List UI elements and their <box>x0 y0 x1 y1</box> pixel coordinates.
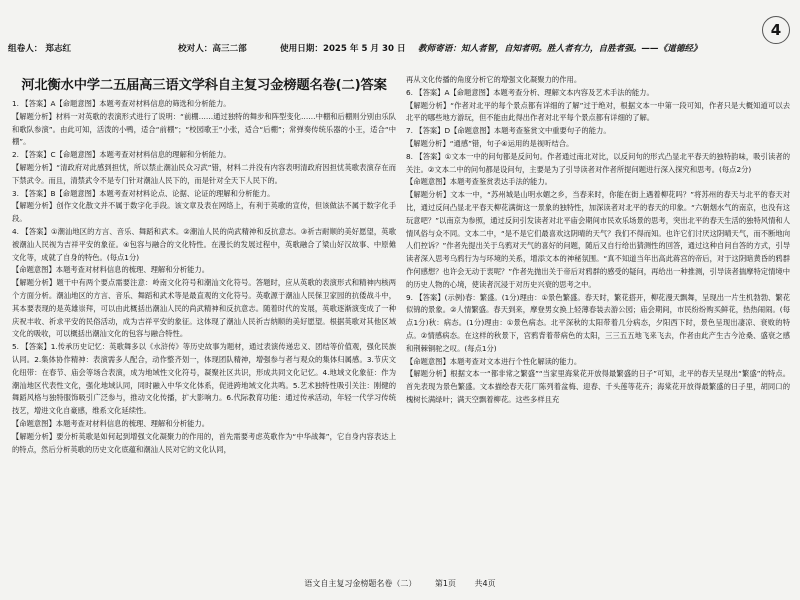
answer-paragraph: 再从文化传播的角度分析它的增强文化凝聚力的作用。 <box>406 75 582 84</box>
answer-paragraph: 3. 【答案】B【命题意图】本题考查对材料论点、论据、论证的理解和分析能力。 <box>12 188 275 198</box>
page-title: 河北衡水中学二五届高三语文学科自主复习金榜题名卷(二)答案 <box>21 78 387 93</box>
answer-paragraph: 【解题分析】要分析英歌是如何起到增强文化凝聚力的作用的，首先需要考虑英歌作为“中华战舞”，它自身内容表达上的特点，然后分析英歌的历史文化底蕴和潮汕人民对它的文化认同， <box>12 431 396 454</box>
footer-page: 第1页 <box>434 579 456 588</box>
answer-paragraph: 7. 【答案】D【命题意图】本题考查鉴赏文中重要句子的能力。 <box>406 126 611 136</box>
answer-paragraph: 【解题分析】文本一中，“苏州城是山明水媚之乡，当春来时，你能在街上遇着柳花吗？”将苏州的春天与北平的春天对比，通过反问凸显北平春天柳花满街这一景象的独特性，加深读者对北平的春天的印象。“六朝烟水气的南京，也没有这玩意吧？”以南京为参照，通过反问引发读者对北平庙会期间市民欢乐场景的思考，突出北平的春天生活的独特风情和人情风俗与众不同。文本二中，“是不是它们最喜欢这阴晴的天气？我们不得而知。也许它们讨厌这阴晴天气，而不断地向人们控诉？”作者先提出关于乌鸦对天气的喜好的问题，随后又自行给出猜测性的回答，通过这种自问自答的方式，引导读者深入思考乌鸦行为与环境的关系，增添文本的神秘氛围。“真不知道当年出高此蒋宫的帝后，对于这阴暗黄昏的鸦群作何感想？也许会无动于衷呢？”作者先抛出关于帝后对鸦群的感受的疑问，再给出一种推测，引导读者揣摩特定情境中的历史人物的心境，使读者沉浸于对历史兴衰的思考之中。 <box>406 190 790 289</box>
answer-paragraph: 【解题分析】材料一对英歌的表演形式进行了说明：“前棚……通过独特的舞步和阵型变化……中棚和后棚则分别由乐队和歌队参演”。由此可知，活泼的小鸭，适合“前棚”；“校园歌王”小张，适合“后棚”；常弹奏传统乐器的小王，适合“中棚”。 <box>12 111 396 147</box>
answer-paragraph: 【解题分析】“清政府对此感到担忧，所以禁止潮汕民众习武”错，材料二并没有内容表明清政府因担忧英歌表演存在而下禁武令。而且，清禁武令不是专门针对潮汕人民下的，而是针对全天下人民下的。 <box>12 162 396 185</box>
answer-paragraph: 【解题分析】题干中有两个要点需要注意：岭南文化符号和潮汕文化符号。答题时，应从英歌的表演形式和精神内核两个方面分析。潮汕地区的方言、音乐、舞蹈和武术等是最直观的文化符号。英歌源于潮汕人民保卫家园的抗倭战斗中，其本要表现的是英雄崇拜，可以由此概括出潮汕人民的尚武精神和反抗意志。随着时代的发展，英歌逐渐演变成了一种庆祝丰收、祈求平安的民俗活动，成为吉祥平安的象征。这体现了潮汕人民祈吉纳顺的美好愿望。根据英歌对其他区域文化的吸收，可以概括出潮汕文化的包容与融合特性。 <box>12 278 396 339</box>
answer-paragraph: 5. 【答案】1.传承历史记忆：英歌舞多以《水浒传》等历史故事为题材，通过表演传递忠义、团结等价值观，强化民族认同。2.集体协作精神：表演需多人配合，动作整齐划一，体现团队精神，增强参与者与观众的集体归属感。3.节庆文化纽带：在春节、庙会等场合表演，成为地域性文化符号，凝聚社区共识，形成共同文化记忆。4.地域文化象征：作为潮汕地区代表性文化，强化地域认同，同时融入中华文化体系，促进跨地域文化共鸣。5.艺术独特性吸引关注：刚健的舞蹈风格与独特服饰吸引广泛参与，推动文化传播，扩大影响力。6.代际教育功能：通过传承活动，年轻一代学习传统技艺，增进文化自豪感，维系文化延续性。 <box>12 342 396 416</box>
answer-paragraph: 【解题分析】根据文本一“都非常之繁盛”“当家里海棠花开放得最繁盛的日子”可知，北平的春天呈现出“繁盛”的特点。首先表现为景色繁盛。文本描绘春天花厂陈列着盆梅、迎春、千头莲等花卉；海棠花开放得最繁盛的日子里，胡同口的槐树长满绿叶；满天空飘着柳花。这些多样且充 <box>406 369 790 404</box>
answer-paragraph: 【命题意图】本题考查对文本进行个性化解读的能力。 <box>406 356 582 366</box>
footer-total: 共4页 <box>474 579 496 588</box>
page-footer <box>0 578 800 589</box>
answer-paragraph: 【解题分析】“作者对北平的每个景点都有详细的了解”过于绝对，根据文本一中第一段可知，作者只是大概知道可以去北平的哪些地方游玩，但不能由此得出作者对北平每个景点都有详细的了解。 <box>406 100 790 123</box>
page-header <box>8 38 753 58</box>
footer-title: 语文自主复习金榜题名卷（二） <box>304 579 417 588</box>
school-label: 校对人：高三二部 <box>178 44 247 54</box>
answer-paragraph: 【命题意图】本题考查对材料信息的梳理、理解和分析能力。 <box>12 265 210 275</box>
answer-paragraph: 6. 【答案】A【命题意图】本题考查分析、理解文本内容及艺术手法的能力。 <box>406 87 654 97</box>
answer-paragraph: 【命题意图】本题考查鉴赏表达手法的能力。 <box>406 177 552 187</box>
answer-paragraph: 1. 【答案】A【命题意图】本题考查对材料信息的筛选和分析能力。 <box>12 99 231 108</box>
answer-paragraph: 9. 【答案】(示例)春：繁盛。(1分)理由：①景色繁盛。春天时，繁花搭开，柳花漫天飘舞，呈现出一片生机勃勃、繁花似锦的景象。②人情繁盛。春天到来，摩登男女换上轻薄春装去游公园；庙会期间，市民纷纷购买鲜花，热热闹闹。(每点1分)秋：病态。(1分)理由：①景色病态。北平深秋的太阳带着几分病态，夕阳西下时，景色呈现出凄凉、衰败的特点。②情感病态。在这样的秋景下，宫鸦背着带病色的太阳，三三五五地飞来飞去，作者由此产生古今沧桑、盛衰之感和荆棘铜驼之叹。(每点1分) <box>406 292 790 353</box>
answer-paragraph: 【解题分析】创作文化散文并不属于数字化手段。该文章及表在网络上，有利于英歌的宣传，但该做法不属于数字化手段。 <box>12 201 396 224</box>
date-label: 使用日期：2025 年 5 月 30 日 <box>280 44 406 54</box>
grader-label: 组卷人： 郑志红 <box>8 44 72 54</box>
teacher-motto: 教师寄语：知人者智，自知者明。胜人者有力，自胜者强。——《道德经》 <box>418 44 702 54</box>
answer-paragraph: 8. 【答案】①文本一中的问句都是反问句。作者通过南北对比，以反问句的形式凸显北平春天的独特韵味，吸引读者的关注。②文本二中的问句都是设问句，主要是为了引导读者对作者所提问题进行深入探究和思考。(每点2分) <box>406 151 790 174</box>
handwritten-page-number: 4 <box>762 16 790 44</box>
answer-paragraph: 【解题分析】“通感”错，句子④运用的是视听结合。 <box>406 138 574 148</box>
answer-paragraph: 2. 【答案】C【命题意图】本题考查对材料信息的理解和分析能力。 <box>12 150 231 160</box>
right-column <box>406 74 790 568</box>
answer-paragraph: 4. 【答案】①潮汕地区的方言、音乐、舞蹈和武术。②潮汕人民的尚武精神和反抗意志。③祈吉耐顺的美好愿望，英歌被潮汕人民视为吉祥平安的象征。④包容与融合的文化特性。在漫长的发展过程中，英歌融合了梁山好汉故事、中原傩文化等，成就了自身的特色。(每点1分) <box>12 226 396 262</box>
answer-paragraph: 【命题意图】本题考查对材料信息的梳理、理解和分析能力。 <box>12 418 210 428</box>
left-column <box>12 74 396 568</box>
